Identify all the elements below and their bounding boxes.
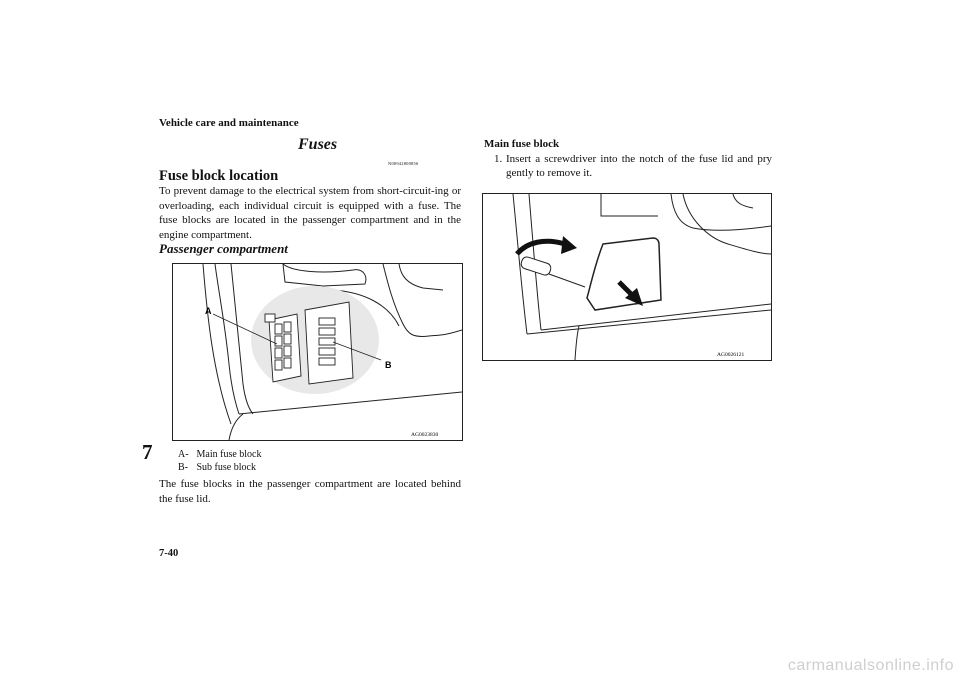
legend-item [178,461,262,474]
page-number: 7-40 [159,548,179,559]
figure-code: AG0026121 [717,352,745,358]
page-header: Vehicle care and maintenance [159,117,299,129]
main-fuse-block-heading: Main fuse block [484,138,560,150]
watermark: carmanualsonline.info [787,657,954,674]
passenger-compartment-figure [172,263,463,441]
legend-item [178,448,262,461]
fuse-lid-paragraph: The fuse blocks in the passenger compartment are located behind the fuse lid. [159,478,461,505]
legend-key: B- [178,462,188,473]
legend-text: Sub fuse block [196,462,256,473]
figure-legend [178,448,262,474]
step-text: Insert a screwdriver into the notch of the fuse lid and pry gently to remove it. [506,153,772,179]
intro-paragraph: To prevent damage to the electrical system from short-circuit-ing or overloading, each individual circuit is equipped with a fuse. The fuse blocks are located in the passenger compartment and in the engine compartment. [159,185,461,241]
figure-code: AG0023830 [411,432,439,438]
chapter-tab: 7 [142,440,153,464]
fuse-block-location-heading: Fuse block location [159,168,279,184]
passenger-compartment-heading: Passenger compartment [159,241,288,256]
figure-label-b: B [385,360,392,370]
instruction-step [494,152,772,180]
legend-key: A- [178,449,189,460]
step-number: 1. [494,153,503,165]
fuse-lid-removal-figure [482,193,772,361]
passenger-compartment-illustration [173,264,462,440]
section-title: Fuses [298,136,338,153]
section-code: N00942800856 [388,161,419,166]
fuse-lid-removal-illustration [483,194,771,360]
legend-text: Main fuse block [196,449,262,460]
figure-label-a: A [205,306,212,316]
